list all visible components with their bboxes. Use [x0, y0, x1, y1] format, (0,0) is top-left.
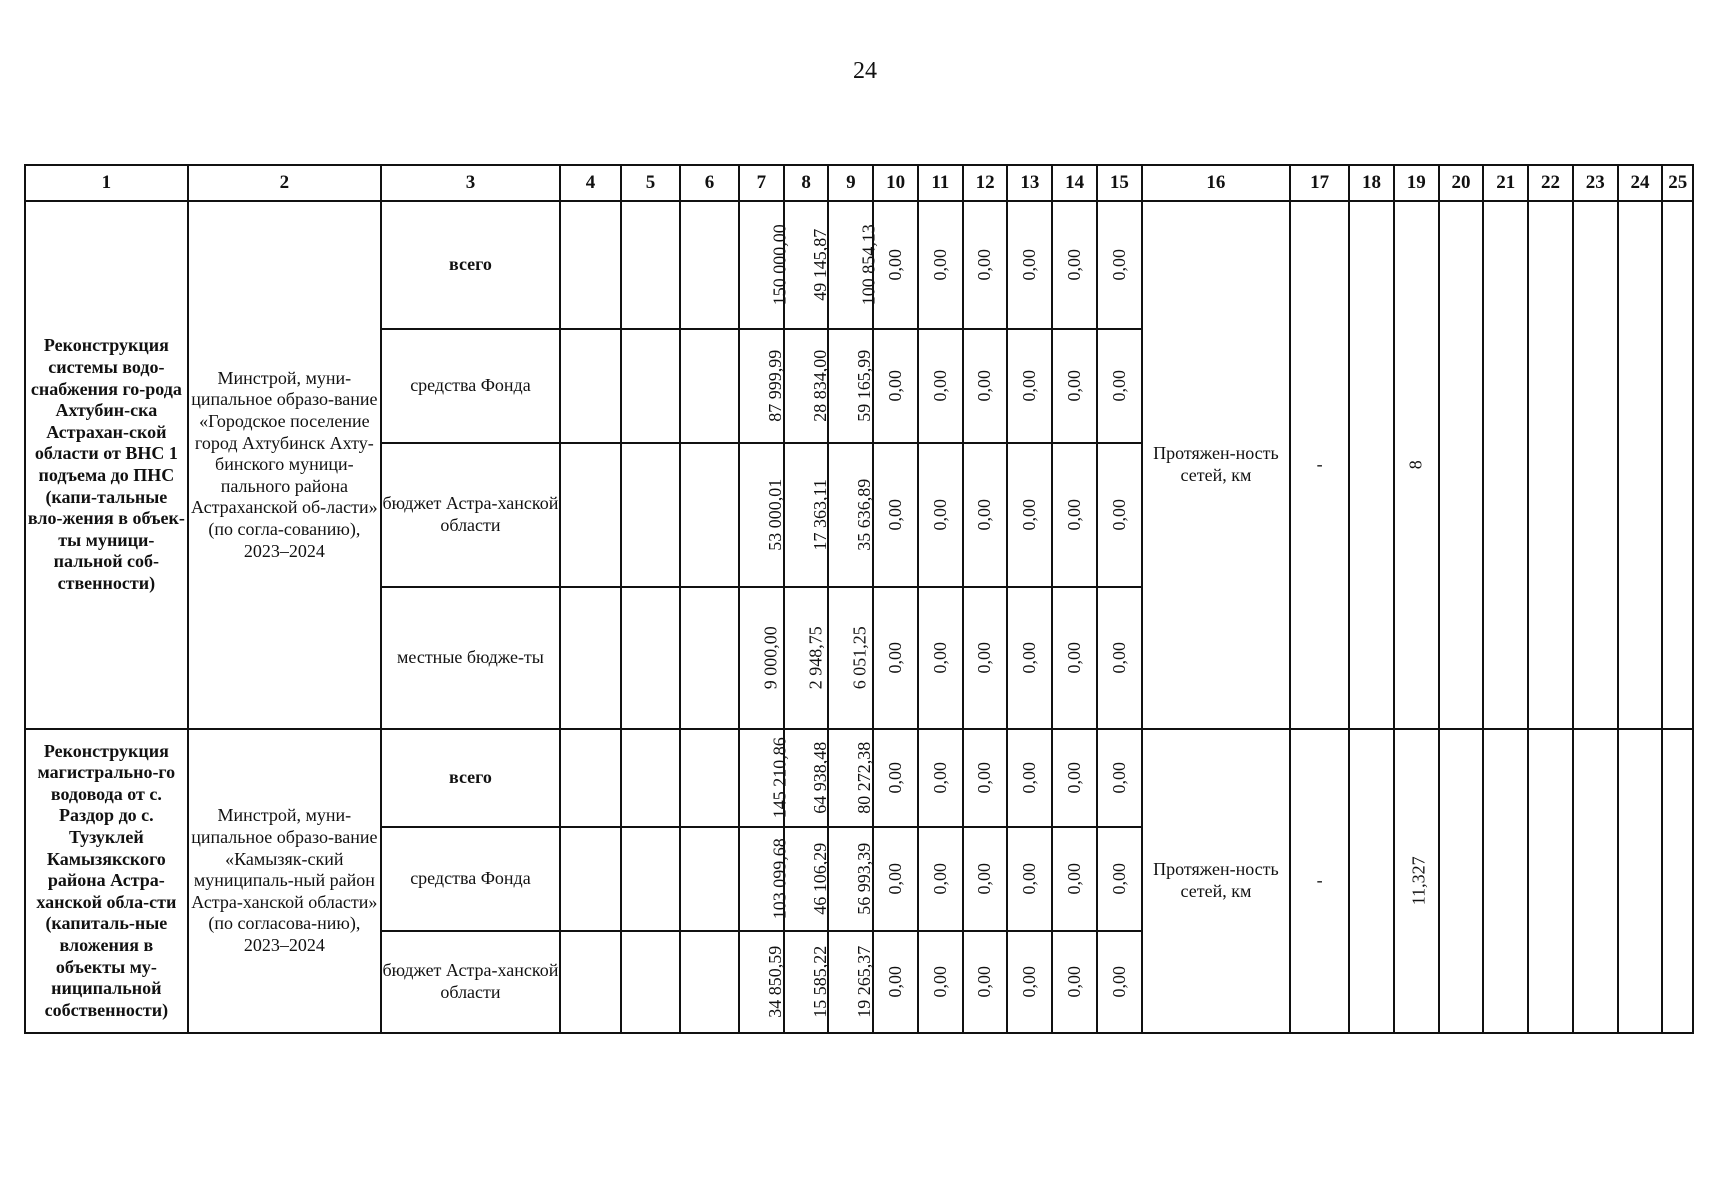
project-name: Реконструкция магистрально-го водовода от с. Раздор до с. Тузуклей Камызякского района Астра-ханской обла-сти (капиталь-ные вложения в объекты му-ниципальной собственности) — [25, 729, 188, 1033]
funding-source: средства Фонда — [381, 329, 560, 443]
amount-cell: 0,00 — [929, 762, 950, 794]
funding-source: бюджет Астра-ханской области — [381, 443, 560, 587]
col-header: 17 — [1290, 165, 1349, 201]
project-executor: Минстрой, муни-ципальное образо-вание «Городское поселение город Ахтубинск Ахту-бинского муници-пального района Астраханской об-ласти» (по согла-сованию), 2023–2024 — [188, 201, 381, 729]
amount-cell: 0,00 — [884, 642, 905, 674]
col-header: 25 — [1662, 165, 1693, 201]
amount-cell: 0,00 — [974, 499, 995, 531]
amount-cell: 150 000,00 — [769, 224, 790, 306]
header-row — [25, 165, 1693, 201]
amount-cell: 49 145,87 — [809, 229, 830, 301]
amount-cell: 0,00 — [884, 966, 905, 998]
col-header: 7 — [739, 165, 784, 201]
amount-cell: 87 999,99 — [765, 350, 786, 422]
amount-cell: 0,00 — [1019, 642, 1040, 674]
amount-cell: 0,00 — [929, 863, 950, 895]
page-number: 24 — [853, 58, 877, 84]
amount-cell: 0,00 — [1019, 370, 1040, 402]
amount-cell: 15 585,22 — [809, 946, 830, 1018]
col-header: 8 — [784, 165, 829, 201]
amount-cell: 0,00 — [974, 642, 995, 674]
amount-cell: 0,00 — [1063, 642, 1084, 674]
amount-cell: 0,00 — [884, 249, 905, 281]
amount-cell: 0,00 — [929, 249, 950, 281]
amount-cell: 53 000,01 — [765, 479, 786, 551]
amount-cell: 9 000,00 — [760, 626, 781, 690]
network-length-value: 11,327 — [1408, 856, 1429, 906]
amount-cell: 0,00 — [1019, 863, 1040, 895]
amount-cell: 59 165,99 — [854, 350, 875, 422]
funding-source: средства Фонда — [381, 827, 560, 931]
amount-cell: 100 854,13 — [859, 224, 880, 306]
amount-cell: 0,00 — [1063, 370, 1084, 402]
amount-cell: 0,00 — [974, 370, 995, 402]
funding-source: местные бюдже-ты — [381, 587, 560, 729]
amount-cell: 0,00 — [1019, 762, 1040, 794]
col-header: 22 — [1528, 165, 1573, 201]
col-header: 20 — [1439, 165, 1484, 201]
col-header: 9 — [828, 165, 873, 201]
project-name: Реконструкция системы водо-снабжения го-рода Ахтубин-ска Астрахан-ской области от ВНС 1 подъема до ПНС (капи-тальные вло-жения в объек-ты муници-пальной соб-ственности) — [25, 201, 188, 729]
amount-cell: 0,00 — [929, 370, 950, 402]
funding-source: всего — [381, 729, 560, 827]
amount-cell: 0,00 — [884, 863, 905, 895]
amount-cell: 2 948,75 — [805, 626, 826, 690]
col-header: 14 — [1052, 165, 1097, 201]
col-header: 13 — [1007, 165, 1052, 201]
col-header: 11 — [918, 165, 963, 201]
amount-cell: 0,00 — [1108, 863, 1129, 895]
col-header: 6 — [680, 165, 739, 201]
col17-value: - — [1290, 729, 1349, 1033]
amount-cell: 0,00 — [1108, 762, 1129, 794]
col-header: 3 — [381, 165, 560, 201]
col-header: 18 — [1349, 165, 1394, 201]
amount-cell: 0,00 — [1108, 642, 1129, 674]
col-header: 12 — [963, 165, 1008, 201]
amount-cell: 46 106,29 — [809, 843, 830, 915]
amount-cell: 80 272,38 — [854, 742, 875, 814]
col-header: 23 — [1573, 165, 1618, 201]
amount-cell: 0,00 — [884, 762, 905, 794]
amount-cell: 0,00 — [1063, 762, 1084, 794]
amount-cell: 17 363,11 — [809, 479, 830, 551]
amount-cell: 0,00 — [884, 370, 905, 402]
amount-cell: 0,00 — [1063, 966, 1084, 998]
amount-cell: 0,00 — [1108, 249, 1129, 281]
amount-cell: 34 850,59 — [765, 946, 786, 1018]
col-header: 2 — [188, 165, 381, 201]
amount-cell: 0,00 — [974, 966, 995, 998]
amount-cell: 0,00 — [884, 499, 905, 531]
amount-cell: 0,00 — [1063, 499, 1084, 531]
col-header: 1 — [25, 165, 188, 201]
col-header: 4 — [560, 165, 621, 201]
indicator: Протяжен-ность сетей, км — [1142, 729, 1290, 1033]
col-header: 5 — [621, 165, 680, 201]
amount-cell: 56 993,39 — [854, 843, 875, 915]
col-header: 10 — [873, 165, 918, 201]
amount-cell: 0,00 — [1019, 249, 1040, 281]
col-header: 16 — [1142, 165, 1290, 201]
amount-cell: 145 210,86 — [769, 737, 790, 819]
amount-cell: 6 051,25 — [850, 626, 871, 690]
amount-cell: 0,00 — [1019, 499, 1040, 531]
col-header: 21 — [1483, 165, 1528, 201]
network-length-value: 8 — [1405, 460, 1426, 470]
amount-cell: 0,00 — [1063, 249, 1084, 281]
col-header: 19 — [1394, 165, 1439, 201]
funding-source: всего — [381, 201, 560, 329]
amount-cell: 35 636,89 — [854, 479, 875, 551]
amount-cell: 0,00 — [1019, 966, 1040, 998]
indicator: Протяжен-ность сетей, км — [1142, 201, 1290, 729]
amount-cell: 0,00 — [1108, 370, 1129, 402]
program-table — [24, 164, 1694, 1034]
funding-source: бюджет Астра-ханской области — [381, 931, 560, 1033]
amount-cell: 0,00 — [1063, 863, 1084, 895]
col-header: 24 — [1618, 165, 1663, 201]
amount-cell: 0,00 — [974, 762, 995, 794]
amount-cell: 0,00 — [929, 499, 950, 531]
table-row — [25, 729, 1693, 827]
amount-cell: 0,00 — [929, 966, 950, 998]
amount-cell: 28 834,00 — [809, 350, 830, 422]
amount-cell: 0,00 — [1108, 966, 1129, 998]
table-row — [25, 201, 1693, 329]
amount-cell: 64 938,48 — [809, 742, 830, 814]
amount-cell: 0,00 — [974, 249, 995, 281]
amount-cell: 0,00 — [974, 863, 995, 895]
amount-cell: 0,00 — [929, 642, 950, 674]
amount-cell: 0,00 — [1108, 499, 1129, 531]
project-executor: Минстрой, муни-ципальное образо-вание «Камызяк-ский муниципаль-ный район Астра-ханской области» (по согласова-нию), 2023–2024 — [188, 729, 381, 1033]
amount-cell: 103 099,68 — [769, 838, 790, 920]
col-header: 15 — [1097, 165, 1142, 201]
amount-cell: 19 265,37 — [854, 946, 875, 1018]
col17-value: - — [1290, 201, 1349, 729]
